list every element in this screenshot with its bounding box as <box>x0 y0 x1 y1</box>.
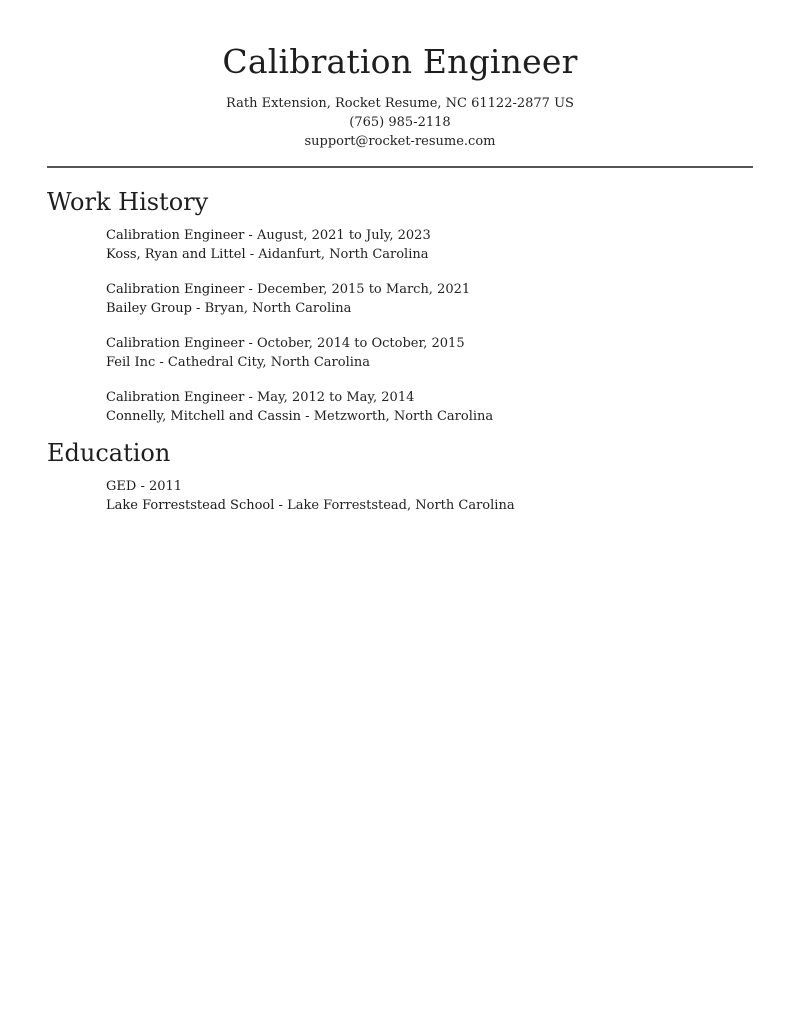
separator: - <box>136 479 149 494</box>
graduation-year: 2011 <box>148 479 183 494</box>
separator: - <box>244 390 257 405</box>
work-entry-employer <box>106 353 753 372</box>
work-history-list <box>106 226 753 426</box>
work-entry <box>106 226 753 264</box>
education-section <box>47 438 753 515</box>
company-location: Metzworth, North Carolina <box>313 409 494 424</box>
education-entry <box>106 477 753 515</box>
work-entry-employer <box>106 407 753 426</box>
separator: - <box>155 355 168 370</box>
separator: - <box>245 247 259 262</box>
job-dates: October, 2014 to October, 2015 <box>257 336 465 351</box>
email: support@rocket-resume.com <box>304 134 496 149</box>
company-location: Cathedral City, North Carolina <box>167 355 371 370</box>
separator: - <box>244 336 257 351</box>
section-title-education: Education <box>47 439 171 467</box>
work-entry <box>106 334 753 372</box>
separator: - <box>244 282 257 297</box>
contact-info <box>0 94 800 151</box>
company-location: Bryan, North Carolina <box>204 301 352 316</box>
work-entry-employer <box>106 245 753 264</box>
work-entry-heading <box>106 280 753 299</box>
work-entry-heading <box>106 226 753 245</box>
company-name: Connelly, Mitchell and Cassin <box>106 409 302 424</box>
education-entry-school <box>106 496 753 515</box>
header-divider <box>47 166 753 168</box>
school-location: Lake Forreststead, North Carolina <box>287 498 515 513</box>
company-location: Aidanfurt, North Carolina <box>258 247 429 262</box>
job-dates: August, 2021 to July, 2023 <box>257 228 431 243</box>
company-name: Feil Inc <box>106 355 156 370</box>
job-title: Calibration Engineer <box>106 228 245 243</box>
work-entry <box>106 280 753 318</box>
job-title: Calibration Engineer <box>106 282 245 297</box>
work-history-section <box>47 187 753 426</box>
job-title: Calibration Engineer <box>106 390 245 405</box>
education-list <box>106 477 753 515</box>
work-entry-heading <box>106 388 753 407</box>
separator: - <box>244 228 257 243</box>
work-entry-employer <box>106 299 753 318</box>
school-name: Lake Forreststead School <box>106 498 275 513</box>
education-entry-heading <box>106 477 753 496</box>
separator: - <box>274 498 288 513</box>
resume-header <box>0 40 800 151</box>
job-dates: December, 2015 to March, 2021 <box>257 282 471 297</box>
work-entry-heading <box>106 334 753 353</box>
separator: - <box>191 301 205 316</box>
degree: GED <box>106 479 137 494</box>
resume-name: Calibration Engineer <box>222 42 578 81</box>
work-entry <box>106 388 753 426</box>
separator: - <box>301 409 314 424</box>
company-name: Koss, Ryan and Littel <box>106 247 246 262</box>
job-dates: May, 2012 to May, 2014 <box>257 390 415 405</box>
address: Rath Extension, Rocket Resume, NC 61122-2877 US <box>226 96 574 111</box>
section-title-work-history: Work History <box>47 188 209 216</box>
job-title: Calibration Engineer <box>106 336 245 351</box>
company-name: Bailey Group <box>106 301 192 316</box>
phone: (765) 985-2118 <box>349 115 451 130</box>
